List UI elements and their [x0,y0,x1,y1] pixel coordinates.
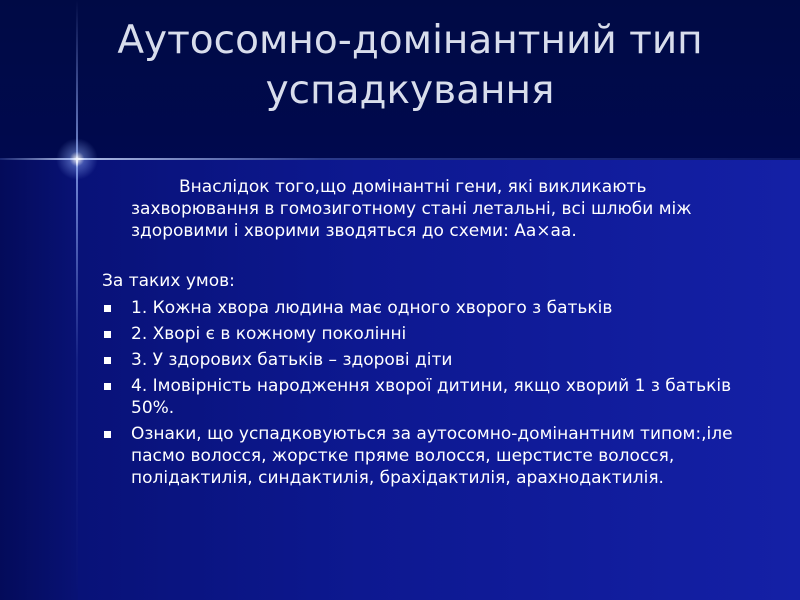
list-item [102,323,752,345]
conditions-list [102,297,752,493]
light-flare-vertical [76,0,78,600]
list-item-text: 2. Хворі є в кожному поколінні [131,324,407,344]
bullet-square-icon [104,383,111,390]
slide-title: Аутосомно-домінантний тип успадкування [117,18,703,113]
list-item-text: Ознаки, що успадковуються за аутосомно-домінантним типом:,іле пасмо волосся, жорстке пряме волосся, шерстисте волосся, полідактилія, синдактилія, брахідактилія, арахнодактилія. [131,424,733,488]
bullet-square-icon [104,331,111,338]
conditions-heading: За таких умов: [102,271,235,291]
list-item [102,375,752,419]
slide-left-strip [0,160,78,600]
list-item [102,423,752,489]
bullet-square-icon [104,305,111,312]
light-flare-horizontal [0,158,800,160]
bullet-square-icon [104,431,111,438]
list-item-text: 1. Кожна хвора людина має одного хворого з батьків [131,298,613,318]
list-item [102,349,752,371]
light-flare-glow [56,138,98,180]
intro-paragraph [131,176,751,242]
list-item-text: 3. У здорових батьків – здорові діти [131,350,453,370]
list-item [102,297,752,319]
intro-text: Внаслідок того,що домінантні гени, які викликають захворювання в гомозиготному стані летальні, всі шлюби між здоровими і хворими зводяться до схеми: Аа×аа. [131,177,692,241]
list-item-text: 4. Імовірність народження хворої дитини, якщо хворий 1 з батьків 50%. [131,376,732,418]
bullet-square-icon [104,357,111,364]
